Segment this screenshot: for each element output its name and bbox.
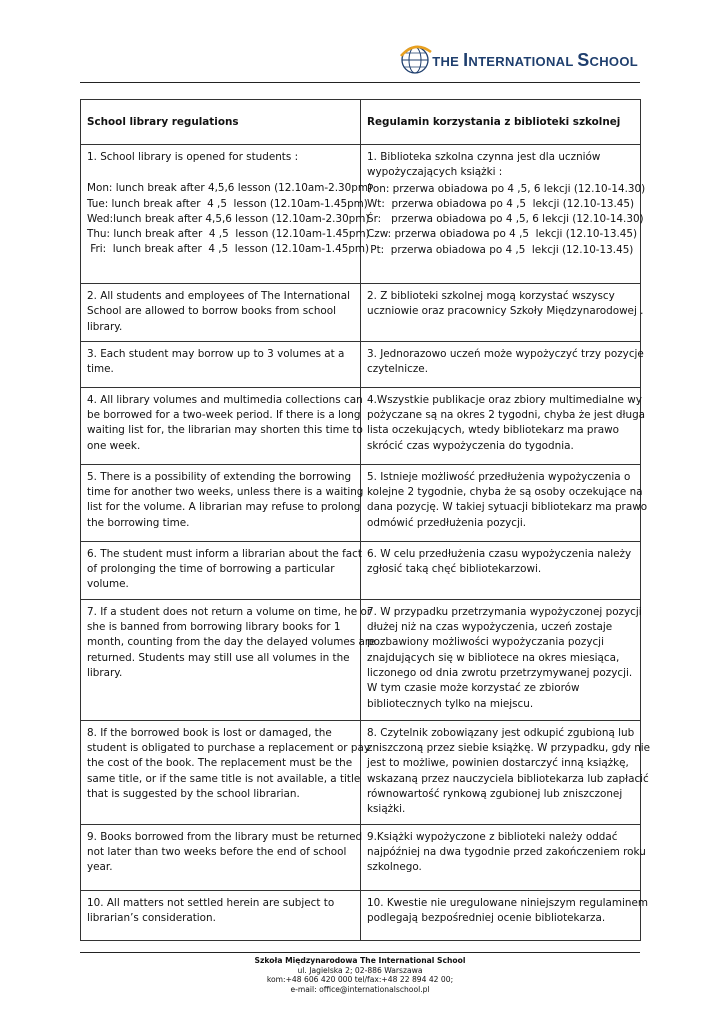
text-line: 1. Biblioteka szkolna czynna jest dla uczniów bbox=[367, 151, 601, 163]
cell-polish bbox=[361, 890, 649, 940]
text-line: 9. Books borrowed from the library must be returned bbox=[87, 830, 363, 843]
text-line: library. bbox=[87, 320, 123, 333]
text-line: jest to możliwe, powinien dostarczyć inną książkę, bbox=[367, 757, 629, 770]
cell-english bbox=[81, 720, 370, 824]
text-line: waiting list for, the librarian may shorten this time to bbox=[87, 424, 363, 437]
cell-polish bbox=[361, 824, 646, 890]
text-line: 4.Wszystkie publikacje oraz zbiory multimedialne wy bbox=[367, 393, 642, 406]
text-line: liczonego od dnia zwrotu przetrzymywanej pozycji. bbox=[367, 666, 633, 679]
cell-english bbox=[81, 387, 361, 464]
cell-polish bbox=[361, 720, 651, 824]
text-line: 5. Istnieje możliwość przedłużenia wypożyczenia o bbox=[367, 470, 631, 483]
cell-english bbox=[81, 541, 361, 599]
text-line: that is suggested by the school librarian. bbox=[87, 787, 300, 800]
text-line: książki. bbox=[367, 803, 406, 816]
opening-hours-line: Pt: przerwa obiadowa po 4 ,5 lekcji (12.10-13.45) bbox=[367, 243, 634, 256]
text-line: zniszczoną przez siebie książkę. W przypadku, gdy nie bbox=[367, 742, 651, 755]
text-line: 1. School library is opened for students : bbox=[87, 151, 299, 163]
text-line: 10. Kwestie nie uregulowane niniejszym regulaminem bbox=[367, 896, 649, 909]
opening-hours-line: Mon: lunch break after 4,5,6 lesson (12.10am-2.30pm) bbox=[87, 182, 373, 195]
cell-english bbox=[81, 824, 361, 890]
text-line: School are allowed to borrow books from school bbox=[87, 305, 337, 318]
table-row bbox=[81, 341, 641, 387]
text-line: podlegają bezpośredniej ocenie bibliotekarza. bbox=[367, 912, 606, 925]
text-line: najpóźniej na dwa tygodnie przed zakończeniem roku bbox=[367, 846, 646, 859]
opening-hours-line: Śr: przerwa obiadowa po 4 ,5, 6 lekcji (12.10-14.30) bbox=[367, 213, 644, 226]
cell-polish bbox=[361, 387, 646, 464]
text-line: wypożyczających książki : bbox=[367, 166, 503, 179]
text-line: time. bbox=[87, 363, 114, 376]
regulations-table bbox=[80, 99, 651, 941]
text-line: returned. Students may still use all volumes in the bbox=[87, 651, 350, 664]
text-line: 7. W przypadku przetrzymania wypożyczonej pozycji bbox=[367, 605, 642, 618]
text-line: not later than two weeks before the end of school bbox=[87, 846, 347, 859]
cell-polish bbox=[361, 464, 648, 541]
text-line: 8. Czytelnik zobowiązany jest odkupić zgubioną lub bbox=[367, 726, 635, 739]
cell-english bbox=[81, 145, 373, 284]
footer-school-name: Szkoła Międzynarodowa The International School bbox=[254, 956, 466, 965]
text-line: 8. If the borrowed book is lost or damaged, the bbox=[87, 726, 332, 739]
text-line: the cost of the book. The replacement must be the bbox=[87, 757, 353, 770]
text-line: one week. bbox=[87, 439, 141, 452]
cell-polish bbox=[361, 284, 644, 342]
text-line: year. bbox=[87, 861, 113, 874]
text-line: szkolnego. bbox=[367, 861, 422, 874]
opening-hours-line: Fri: lunch break after 4 ,5 lesson (12.10am-1.45pm) bbox=[87, 243, 370, 256]
footer-phone: kom:+48 606 420 000 tel/fax:+48 22 894 42 00; bbox=[266, 975, 454, 985]
table-row bbox=[81, 284, 641, 342]
table-row bbox=[81, 387, 641, 464]
text-line: library. bbox=[87, 666, 123, 679]
text-line: list for the volume. A librarian may refuse to prolong bbox=[87, 501, 361, 514]
cell-polish bbox=[361, 341, 644, 387]
opening-hours-line: Wt: przerwa obiadowa po 4 ,5 lekcji (12.10-13.45) bbox=[367, 197, 635, 210]
text-line: znajdujących się w bibliotece na okres miesiąca, bbox=[367, 651, 620, 664]
text-line: 6. W celu przedłużenia czasu wypożyczenia należy bbox=[367, 547, 632, 560]
text-line: lista oczekujących, wtedy bibliotekarz ma prawo bbox=[367, 424, 619, 437]
text-line: 10. All matters not settled herein are subject to bbox=[87, 896, 335, 909]
text-line: the borrowing time. bbox=[87, 516, 190, 529]
text-line: librarian’s consideration. bbox=[87, 912, 216, 925]
text-line: 4. All library volumes and multimedia collections can bbox=[87, 393, 363, 406]
text-line: dana pozycję. W takiej sytuacji bibliotekarz ma prawo bbox=[367, 501, 648, 514]
text-line: pożyczane są na okres 2 tygodni, chyba że jest długa bbox=[367, 409, 646, 422]
text-line: skrócić czas wypożyczenia do tygodnia. bbox=[367, 439, 574, 452]
text-line: 2. All students and employees of The International bbox=[87, 290, 350, 302]
text-line: W tym czasie może korzystać ze zbiorów bbox=[367, 682, 580, 695]
text-line: volume. bbox=[87, 578, 129, 591]
text-line: be borrowed for a two-week period. If there is a long bbox=[87, 409, 361, 422]
text-line: 6. The student must inform a librarian about the fact bbox=[87, 547, 362, 560]
text-line: of prolonging the time of borrowing a particular bbox=[87, 563, 335, 576]
table-header-row bbox=[81, 100, 641, 145]
table-row bbox=[81, 464, 641, 541]
text-line: 2. Z biblioteki szkolnej mogą korzystać wszyscy bbox=[367, 290, 615, 302]
text-line: 5. There is a possibility of extending the borrowing bbox=[87, 470, 352, 483]
cell-english bbox=[81, 284, 361, 342]
cell-english bbox=[81, 464, 364, 541]
spacer bbox=[87, 165, 354, 181]
table-row bbox=[81, 720, 641, 824]
text-line: pozbawiony możliwości wypożyczania pozycji bbox=[367, 636, 604, 649]
text-line: time for another two weeks, unless there is a waiting bbox=[87, 486, 364, 499]
text-line: równowartość rynkową zgubionej lub zniszczonej bbox=[367, 787, 623, 800]
cell-english bbox=[81, 341, 361, 387]
text-line: 3. Jednorazowo uczeń może wypożyczyć trzy pozycje bbox=[367, 347, 644, 360]
text-line: 9.Książki wypożyczone z biblioteki należy oddać bbox=[367, 830, 618, 843]
cell-english bbox=[81, 890, 361, 940]
header-english: School library regulations bbox=[81, 100, 361, 145]
logo-wordmark: THE INTERNATIONAL SCHOOL bbox=[432, 49, 638, 70]
text-line: odmówić przedłużenia pozycji. bbox=[367, 516, 527, 529]
cell-polish bbox=[361, 541, 641, 599]
text-line: month, counting from the day the delayed volumes are bbox=[87, 636, 376, 649]
page-footer bbox=[80, 952, 640, 994]
text-line: wskazaną przez nauczyciela bibliotekarza lub zapłacić bbox=[367, 772, 649, 785]
text-line: zgłosić taką chęć bibliotekarzowi. bbox=[367, 563, 542, 576]
opening-hours-line: Tue: lunch break after 4 ,5 lesson (12.10am-1.45pm) bbox=[87, 197, 368, 210]
cell-polish bbox=[361, 145, 646, 284]
text-line: dłużej niż na czas wypożyczenia, uczeń zostaje bbox=[367, 621, 613, 634]
opening-hours-line: Wed:lunch break after 4,5,6 lesson (12.10am-2.30pm) bbox=[87, 212, 370, 225]
opening-hours-line: Thu: lunch break after 4 ,5 lesson (12.10am-1.45pm) bbox=[87, 228, 370, 241]
page-header bbox=[80, 40, 640, 83]
text-line: kolejne 2 tygodnie, chyba że są osoby oczekujące na bbox=[367, 486, 643, 499]
footer-address: ul. Jagielska 2; 02-886 Warszawa bbox=[297, 965, 423, 975]
opening-hours-line: Pon: przerwa obiadowa po 4 ,5, 6 lekcji (12.10-14.30) bbox=[367, 182, 646, 195]
cell-english bbox=[81, 599, 376, 720]
school-logo bbox=[398, 42, 638, 78]
table-row bbox=[81, 599, 641, 720]
text-line: uczniowie oraz pracownicy Szkoły Międzynarodowej . bbox=[367, 305, 644, 318]
table-row bbox=[81, 890, 641, 940]
regulations-body bbox=[81, 145, 651, 941]
text-line: czytelnicze. bbox=[367, 363, 429, 376]
text-line: 3. Each student may borrow up to 3 volumes at a bbox=[87, 347, 345, 360]
footer-email: e-mail: office@internationalschool.pl bbox=[290, 984, 430, 994]
table-row bbox=[81, 145, 641, 284]
text-line: student is obligated to purchase a replacement or pay bbox=[87, 742, 370, 755]
text-line: bibliotecznych tylko na miejscu. bbox=[367, 697, 534, 710]
cell-polish bbox=[361, 599, 641, 720]
header-polish: Regulamin korzystania z biblioteki szkolnej bbox=[361, 100, 641, 145]
text-line: 7. If a student does not return a volume on time, he or bbox=[87, 605, 372, 618]
table-row bbox=[81, 541, 641, 599]
opening-hours-line: Czw: przerwa obiadowa po 4 ,5 lekcji (12.10-13.45) bbox=[367, 228, 638, 241]
table-row bbox=[81, 824, 641, 890]
text-line: same title, or if the same title is not available, a title bbox=[87, 772, 361, 785]
text-line: she is banned from borrowing library books for 1 bbox=[87, 621, 341, 634]
